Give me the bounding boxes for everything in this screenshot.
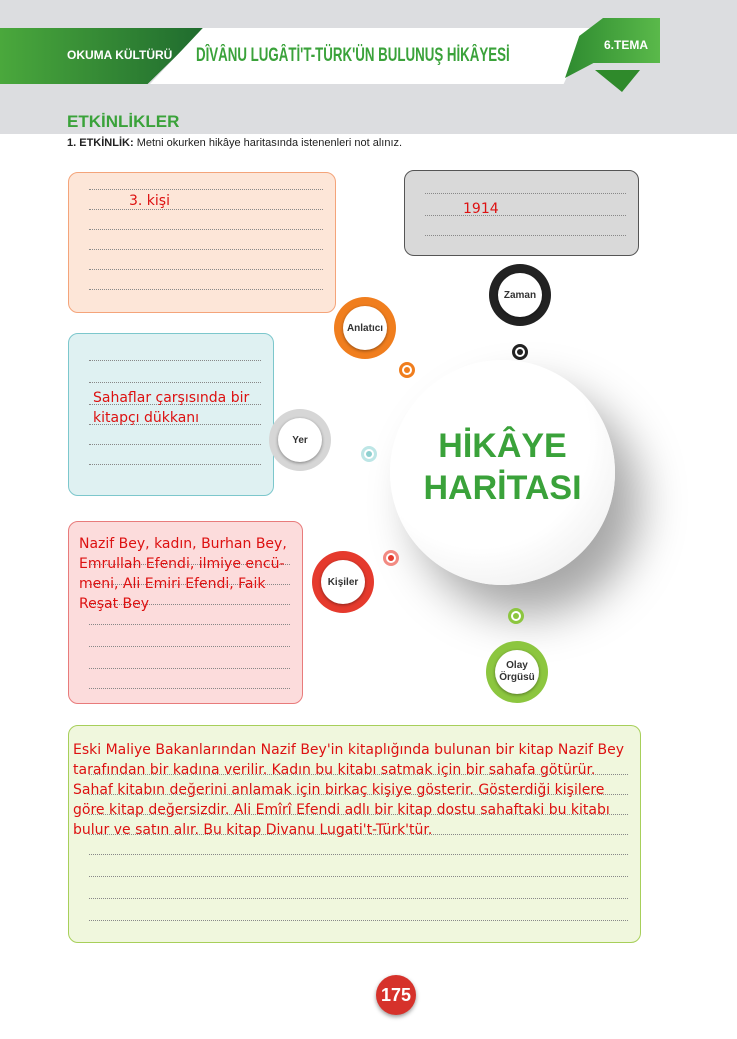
place-answer-box[interactable] [68,333,274,496]
narrator-answer-box[interactable] [68,172,336,313]
narrator-connector-dot [399,362,415,378]
time-answer: 1914 [463,201,499,217]
page-number: 175 [376,975,416,1015]
time-answer-box[interactable] [404,170,639,256]
plot-answer-box[interactable] [68,725,641,943]
place-answer: Sahaflar çarşısında bir kitapçı dükkanı [93,390,250,426]
instruction-text: Metni okurken hikâye haritasında istenenleri not alınız. [136,137,403,149]
characters-label: Kişiler [321,560,365,604]
title-line-2: HARİTASI [423,469,582,507]
theme-label: 6.TEMA [604,38,649,52]
time-connector-dot [512,344,528,360]
narrator-label: Anlatıcı [343,306,387,350]
narrator-answer: 3. kişi [129,193,170,209]
activities-heading: ETKİNLİKLER [67,112,180,131]
time-label: Zaman [498,273,542,317]
characters-connector-dot [383,550,399,566]
activity-instruction [67,137,402,149]
plot-answer: Eski Maliye Bakanlarından Nazif Bey'in kitaplığında bulunan bir kitap Nazif Bey tarafından bir kadına verilir. Kadın bu kitabı satmak için bir sahafa götürür. Sahaf kitabın değerini anlamak için birkaç kişiye gösterir. Gösterdiği kişilere göre kitap değersizdir. Ali Emîrî Efendi adlı bir kitap dostu sahaftaki bu kitabı bulur ve satın alır. Bu kitap Divanu Lugati't-Türk'tür. [73,742,625,838]
section-label: OKUMA KÜLTÜRÜ [67,48,173,62]
characters-bubble [312,551,374,613]
page-title: DÎVÂNU LUGÂTİ'T-TÜRK'ÜN BULUNUŞ HİKÂYESİ [196,45,510,66]
characters-answer: Nazif Bey, kadın, Burhan Bey, Emrullah Efendi, ilmiye encü-meni, Ali Emiri Efendi, Faik Reşat Bey [79,536,287,612]
plot-label-line-1: Olay [506,660,528,671]
place-bubble [269,409,331,471]
place-label: Yer [278,418,322,462]
place-connector-dot [361,446,377,462]
plot-label [495,650,539,694]
title-line-1: HİKÂYE [438,427,567,465]
story-map-title [400,425,605,509]
time-bubble [489,264,551,326]
narrator-bubble [334,297,396,359]
activity-label: 1. ETKİNLİK: [67,137,134,149]
characters-answer-box[interactable] [68,521,303,704]
plot-bubble [486,641,548,703]
plot-connector-dot [508,608,524,624]
plot-label-line-2: Örgüsü [499,672,535,683]
